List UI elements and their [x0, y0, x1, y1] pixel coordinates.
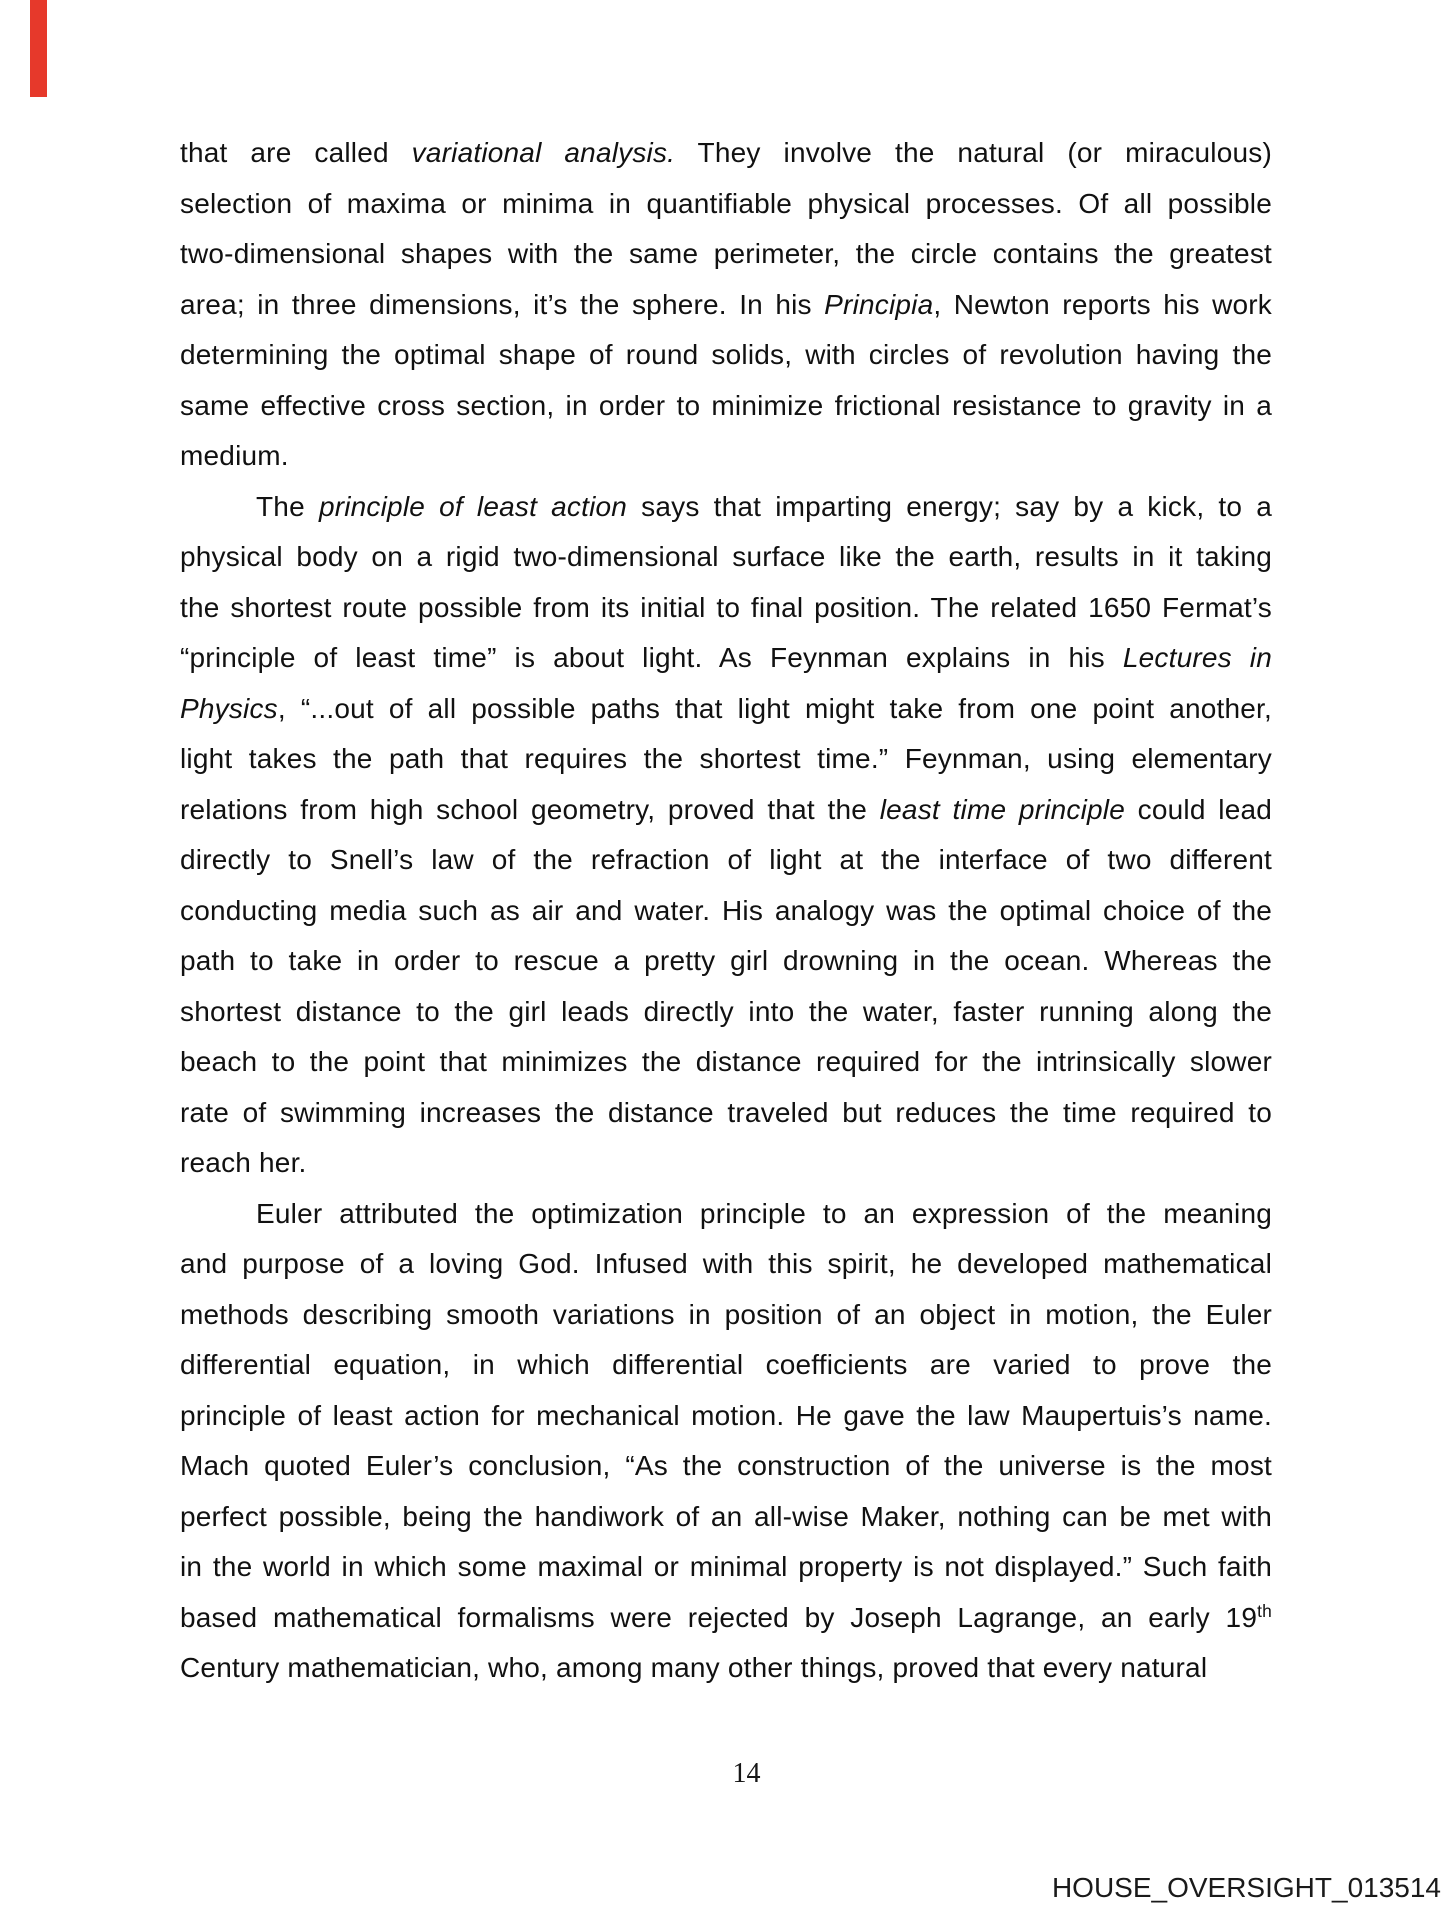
text-line [180, 1037, 1272, 1088]
text-line [180, 330, 1272, 381]
text-line [180, 1391, 1272, 1442]
text-segment: that are called [180, 137, 412, 168]
body-text [180, 128, 1272, 1694]
text-line [180, 1138, 1272, 1189]
text-segment: Physics [180, 692, 278, 724]
text-line [180, 987, 1272, 1038]
text-segment: least time principle [879, 793, 1125, 825]
text-segment: The [256, 490, 319, 522]
text-segment: Euler attributed the optimization principle to an expression of the meaning [256, 1197, 1272, 1229]
text-line [180, 1340, 1272, 1391]
text-segment: selection of maxima or minima in quantifiable physical processes. Of all possible [180, 187, 1272, 219]
text-line [180, 684, 1272, 735]
text-segment: same effective cross section, in order to minimize frictional resistance to gravity in a [180, 389, 1272, 421]
text-line [180, 785, 1272, 836]
text-segment: physical body on a rigid two-dimensional surface like the earth, results in it taking [180, 541, 1272, 572]
text-segment: based mathematical formalisms were rejected by Joseph Lagrange, an early 19 [180, 1601, 1258, 1633]
text-line [180, 734, 1272, 785]
text-segment: They involve the natural (or miraculous) [675, 137, 1272, 168]
text-line [180, 280, 1272, 331]
text-segment: directly to Snell’s law of the refraction of light at the interface of two different [180, 844, 1272, 875]
bates-stamp: HOUSE_OVERSIGHT_013514 [1051, 1872, 1441, 1903]
text-segment: reach her. [180, 1147, 307, 1178]
text-segment: Principia [824, 288, 934, 320]
red-corner-mark [30, 0, 47, 97]
text-line [180, 1441, 1272, 1492]
text-segment: methods describing smooth variations in position of an object in motion, the Euler [180, 1298, 1272, 1330]
paragraph [180, 482, 1272, 1189]
text-segment: “principle of least time” is about light. As Feynman explains in his [180, 642, 1123, 673]
text-line [180, 229, 1272, 280]
text-segment: , “...out of all possible paths that light might take from one point another, [277, 692, 1272, 724]
text-line [180, 482, 1272, 533]
text-segment: shortest distance to the girl leads directly into the water, faster running along the [180, 995, 1272, 1027]
text-segment: area; in three dimensions, it’s the sphere. In his [180, 288, 825, 320]
text-segment: medium. [180, 440, 289, 471]
text-segment: Lectures in [1122, 642, 1272, 673]
text-segment: rate of swimming increases the distance traveled but reduces the time required to [180, 1096, 1272, 1128]
text-segment: relations from high school geometry, proved that the [180, 793, 880, 825]
text-line [180, 1643, 1272, 1694]
text-segment: the shortest route possible from its initial to final position. The related 1650 Fermat’s [180, 591, 1272, 623]
text-line [180, 1189, 1272, 1240]
text-segment: and purpose of a loving God. Infused with this spirit, he developed mathematical [180, 1248, 1272, 1279]
text-line [180, 1290, 1272, 1341]
text-segment: perfect possible, being the handiwork of an all-wise Maker, nothing can be met with [180, 1500, 1272, 1532]
text-segment: two-dimensional shapes with the same perimeter, the circle contains the greatest [180, 238, 1272, 269]
text-line [180, 128, 1272, 179]
text-line [180, 936, 1272, 987]
text-segment: conducting media such as air and water. His analogy was the optimal choice of the [180, 894, 1272, 926]
page-number: 14 [732, 1758, 761, 1789]
text-line [180, 886, 1272, 937]
text-line [180, 431, 1272, 482]
text-line [180, 179, 1272, 230]
text-segment: Century mathematician, who, among many other things, proved that every natural [180, 1652, 1208, 1683]
text-line [180, 835, 1272, 886]
text-segment: principle of least action for mechanical motion. He gave the law Maupertuis’s name. [180, 1399, 1272, 1431]
text-line [180, 1239, 1272, 1290]
text-segment: could lead [1125, 793, 1272, 825]
text-line [180, 1542, 1272, 1593]
text-segment: light takes the path that requires the shortest time.” Feynman, using elementary [180, 743, 1272, 774]
text-segment: determining the optimal shape of round solids, with circles of revolution having the [180, 339, 1272, 370]
paragraph [180, 128, 1272, 482]
text-line [180, 381, 1272, 432]
paragraph [180, 1189, 1272, 1694]
text-segment: principle of least action [318, 490, 628, 522]
text-segment: , Newton reports his work [933, 288, 1272, 320]
text-line [180, 633, 1272, 684]
superscript-text: th [1257, 1600, 1272, 1621]
text-line [180, 583, 1272, 634]
text-segment: path to take in order to rescue a pretty girl drowning in the ocean. Whereas the [180, 945, 1272, 976]
text-line [180, 532, 1272, 583]
text-segment: variational analysis. [411, 137, 676, 168]
text-line [180, 1593, 1272, 1644]
text-segment: in the world in which some maximal or minimal property is not displayed.” Such faith [180, 1551, 1272, 1582]
text-segment: differential equation, in which differential coefficients are varied to prove the [180, 1349, 1272, 1380]
text-line [180, 1492, 1272, 1543]
text-segment: beach to the point that minimizes the distance required for the intrinsically slower [180, 1046, 1272, 1077]
text-segment: says that imparting energy; say by a kick, to a [627, 490, 1272, 522]
text-line [180, 1088, 1272, 1139]
text-segment: Mach quoted Euler’s conclusion, “As the construction of the universe is the most [180, 1450, 1272, 1481]
